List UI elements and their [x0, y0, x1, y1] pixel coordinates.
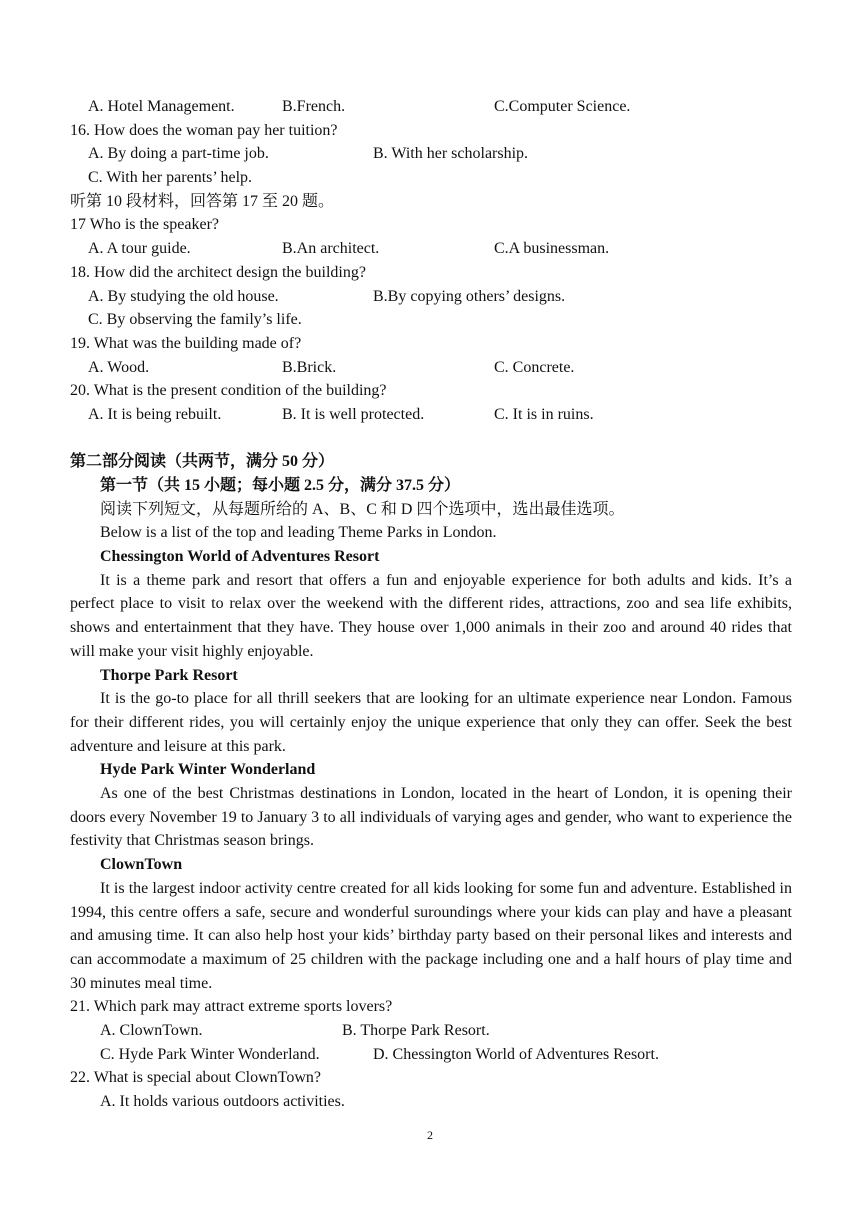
page-content [70, 95, 792, 1114]
park-description [70, 687, 792, 758]
park-description [70, 782, 792, 853]
q17-option-b: B.An architect. [282, 240, 380, 258]
q22-question: 22. What is special about ClownTown? [70, 1069, 321, 1087]
park-title: Thorpe Park Resort [100, 666, 238, 684]
q21-option-c: C. Hyde Park Winter Wonderland. [100, 1045, 320, 1063]
park-title: Chessington World of Adventures Resort [100, 548, 380, 566]
q18-option-a: A. By studying the old house. [88, 287, 279, 305]
park-description [70, 877, 792, 996]
q21-question: 21. Which park may attract extreme sports lovers? [70, 998, 393, 1016]
page-number: 2 [427, 1128, 433, 1142]
q15-option-c: C.Computer Science. [494, 98, 631, 115]
section10-instruction: 听第 10 段材料，回答第 17 至 20 题。 [70, 192, 335, 210]
park-description-text: It is the go-to place for all thrill seekers that are looking for an ultimate experience near London. Famous for their different rides, you will certainly enjoy the unique experience that only they can offer. Seek the best adventure and leisure at this park. [70, 690, 792, 755]
q15-option-b: B.French. [282, 98, 346, 115]
q16-question: 16. How does the woman pay her tuition? [70, 121, 338, 139]
q16-option-c: C. With her parents’ help. [88, 169, 253, 187]
q20-option-c: C. It is in ruins. [494, 405, 594, 423]
q21-options-row1 [70, 1019, 792, 1043]
q17-options [70, 237, 792, 261]
q18-question: 18. How did the architect design the building? [70, 263, 366, 281]
park-description-text: As one of the best Christmas destinations in London, located in the heart of London, it is opening their doors every November 19 to January 3 to all individuals of varying ages and gender, who want to experience the festivity that Christmas season brings. [70, 785, 792, 850]
q19-option-b: B.Brick. [282, 358, 337, 376]
q17-option-c: C.A businessman. [494, 240, 610, 258]
q21-options-row2 [70, 1043, 792, 1067]
q17-option-a: A. A tour guide. [88, 240, 191, 258]
q21-option-b: B. Thorpe Park Resort. [342, 1022, 490, 1040]
q18-option-b: B.By copying others’ designs. [373, 287, 566, 305]
q17-question: 17 Who is the speaker? [70, 216, 219, 234]
q16-option-a: A. By doing a part-time job. [88, 145, 269, 163]
part2-heading: 第二部分阅读（共两节，满分 50 分） [70, 453, 335, 471]
park-description-text: It is the largest indoor activity centre created for all kids looking for some fun and adventure. Established in 1994, this centre offers a safe, secure and wonderful suroundings where your kids can play and have a pleasant and amusing time. It can also help host your kids’ birthday party based on their personal likes and interests and can accommodate a maximum of 25 children with the package including one and a half hours of play time and 30 minutes meal time. [70, 879, 792, 992]
q18-options-row1 [70, 285, 792, 309]
q20-options [70, 403, 792, 427]
spacer [70, 427, 792, 451]
q21-option-d: D. Chessington World of Adventures Resort. [373, 1045, 659, 1063]
q20-option-a: A. It is being rebuilt. [88, 405, 222, 423]
park-title: ClownTown [100, 856, 183, 874]
park-description-text: It is a theme park and resort that offers a fun and enjoyable experience for both adults and kids. It’s a perfect place to visit to relax over the weekend with the different rides, attractions, zoo and sea life exhibits, shows and entertainment that they have. They house over 1,000 animals in their zoo and around 40 rides that will make your visit highly enjoyable. [70, 571, 792, 660]
q21-option-a: A. ClownTown. [100, 1022, 203, 1040]
q15-options [70, 95, 792, 119]
q20-option-b: B. It is well protected. [282, 405, 425, 423]
q19-option-a: A. Wood. [88, 358, 150, 376]
passage-intro: Below is a list of the top and leading Theme Parks in London. [100, 524, 497, 542]
q15-option-a: A. Hotel Management. [88, 98, 235, 115]
q20-question: 20. What is the present condition of the building? [70, 382, 387, 400]
park-title: Hyde Park Winter Wonderland [100, 761, 316, 779]
q22-option-a: A. It holds various outdoors activities. [100, 1093, 345, 1111]
park-description [70, 569, 792, 664]
q19-options [70, 356, 792, 380]
q16-options-row1 [70, 142, 792, 166]
part2-section1-heading: 第一节（共 15 小题；每小题 2.5 分，满分 37.5 分） [100, 477, 461, 494]
part2-instruction: 阅读下列短文，从每题所给的 A、B、C 和 D 四个选项中，选出最佳选项。 [100, 500, 625, 518]
q19-option-c: C. Concrete. [494, 358, 575, 376]
q19-question: 19. What was the building made of? [70, 334, 302, 352]
q18-option-c: C. By observing the family’s life. [88, 311, 302, 329]
q16-option-b: B. With her scholarship. [373, 145, 529, 163]
